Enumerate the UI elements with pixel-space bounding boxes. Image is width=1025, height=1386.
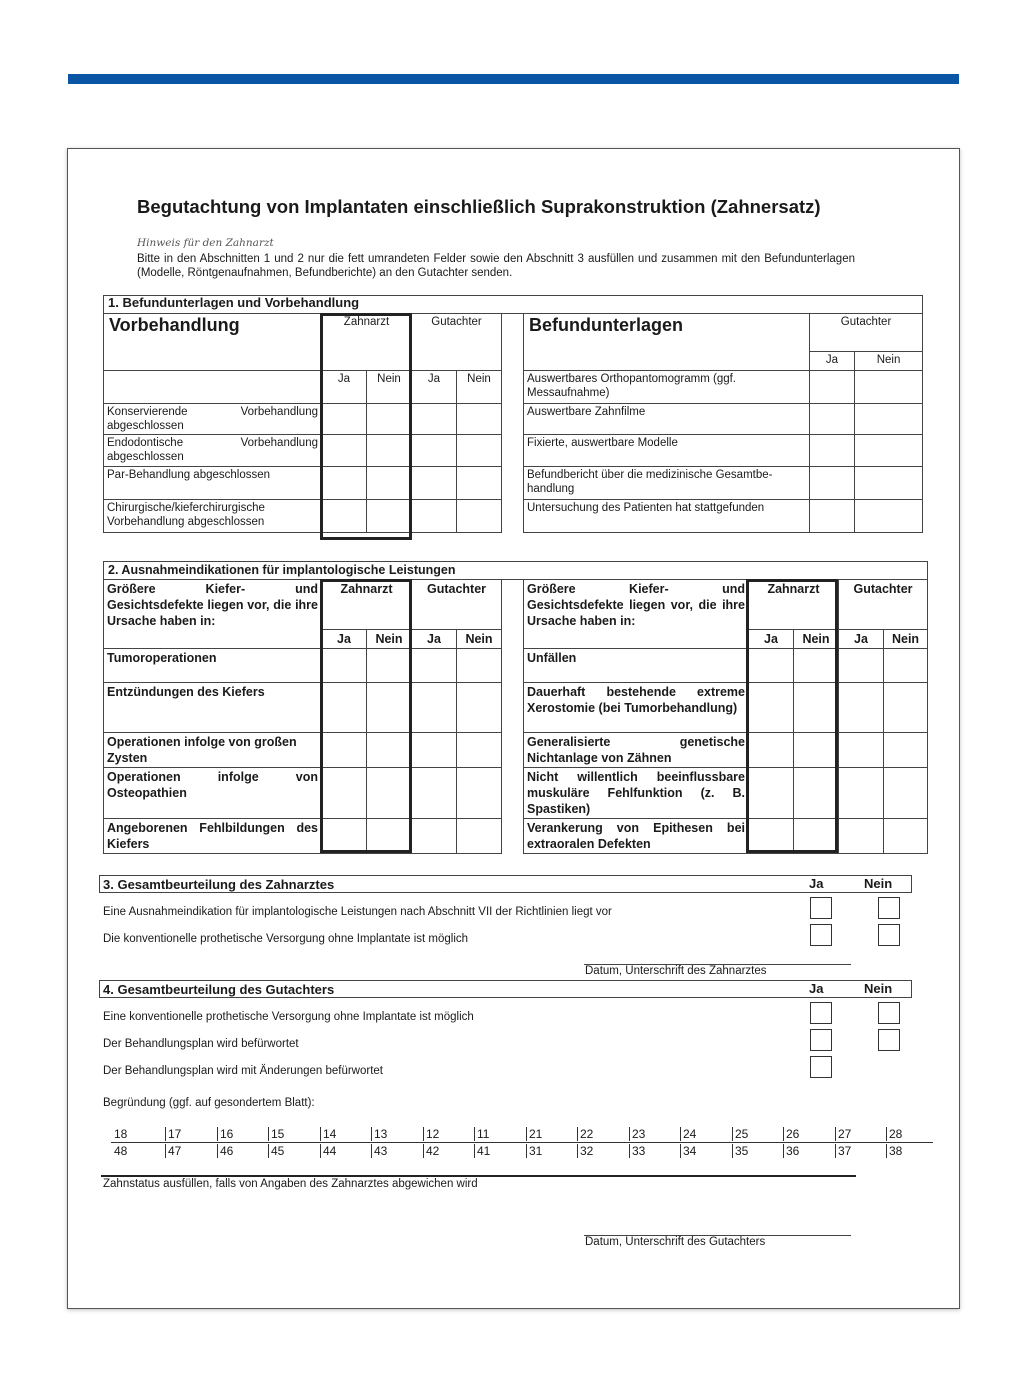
section1-heading: 1. Befundunterlagen und Vorbehandlung [104, 296, 923, 314]
tooth-lower[interactable]: 41 [474, 1144, 517, 1158]
s2-gu-nein: Nein [457, 630, 502, 649]
s2-checkbox[interactable] [412, 733, 457, 768]
tooth-lower[interactable]: 47 [165, 1144, 208, 1158]
tooth-lower[interactable]: 45 [268, 1144, 311, 1158]
tooth-upper[interactable]: 14 [320, 1127, 363, 1141]
tooth-upper[interactable]: 27 [835, 1127, 878, 1141]
tooth-lower[interactable]: 46 [217, 1144, 260, 1158]
s2-gu-ja-right: Ja [839, 630, 884, 649]
tooth-upper[interactable]: 12 [423, 1127, 466, 1141]
s2-checkbox[interactable] [457, 649, 502, 683]
s2-checkbox[interactable] [884, 733, 928, 768]
teeth-status-note: Zahnstatus ausfüllen, falls von Angaben des Zahnarztes abgewichen wird [103, 1178, 478, 1190]
section4-heading: 4. Gesamtbeurteilung des Gutachters [99, 980, 912, 998]
s2-checkbox[interactable] [412, 768, 457, 819]
s2-checkbox[interactable] [412, 819, 457, 854]
tooth-lower[interactable]: 36 [783, 1144, 826, 1158]
s1-za-nein: Nein [367, 371, 412, 404]
s1-checkbox[interactable] [367, 467, 412, 500]
s2-checkbox[interactable] [839, 683, 884, 733]
s1-checkbox[interactable] [810, 371, 855, 404]
s1-right-ja: Ja [810, 352, 855, 371]
s2-za-ja-right: Ja [749, 630, 794, 649]
s1-checkbox[interactable] [322, 435, 367, 467]
s1-col-gutachter: Gutachter [412, 314, 502, 371]
s1-left-row-3: Par-Behandlung abgeschlossen [104, 467, 322, 500]
s1-checkbox[interactable] [322, 467, 367, 500]
section2-heading: 2. Ausnahmeindikationen für implantologische Leistungen [104, 562, 928, 580]
s2-checkbox[interactable] [367, 683, 412, 733]
s2-left-row-1: Tumoroperationen [104, 649, 322, 683]
form-title: Begutachtung von Implantaten einschließlich Suprakonstruktion (Zahnersatz) [137, 196, 821, 217]
form-document [67, 148, 960, 1309]
s1-checkbox[interactable] [810, 467, 855, 500]
header-accent-bar [68, 74, 959, 84]
s1-checkbox[interactable] [855, 371, 923, 404]
s3-ja-label: Ja [809, 876, 824, 891]
s2-za-ja: Ja [322, 630, 367, 649]
s3-q1-ja-checkbox[interactable] [810, 897, 832, 919]
s1-checkbox[interactable] [855, 404, 923, 435]
s4-question-1: Eine konventionelle prothetische Versorgung ohne Implantate ist möglich [103, 1011, 474, 1023]
s1-left-row-4: Chirurgische/kieferchirurgische Vorbehandlung abgeschlossen [104, 500, 322, 533]
s2-checkbox[interactable] [884, 649, 928, 683]
tooth-upper[interactable]: 17 [165, 1127, 208, 1141]
s2-checkbox[interactable] [322, 733, 367, 768]
s4-q2-ja-checkbox[interactable] [810, 1029, 832, 1051]
s2-checkbox[interactable] [884, 819, 928, 854]
s2-checkbox[interactable] [749, 649, 794, 683]
s2-checkbox[interactable] [884, 683, 928, 733]
s1-checkbox[interactable] [367, 500, 412, 533]
tooth-lower[interactable]: 31 [526, 1144, 569, 1158]
s3-q2-ja-checkbox[interactable] [810, 924, 832, 946]
s2-gu-ja: Ja [412, 630, 457, 649]
tooth-upper[interactable]: 24 [680, 1127, 723, 1141]
s2-checkbox[interactable] [367, 733, 412, 768]
vorbehandlung-title: Vorbehandlung [104, 314, 322, 371]
s1-checkbox[interactable] [412, 500, 457, 533]
s4-q1-nein-checkbox[interactable] [878, 1002, 900, 1024]
tooth-lower[interactable]: 44 [320, 1144, 363, 1158]
befundunterlagen-title: Befundunterlagen [524, 314, 810, 371]
teeth-status-line [101, 1175, 856, 1177]
s2-checkbox[interactable] [322, 683, 367, 733]
s1-right-row-4: Befundbericht über die medizinische Gesamtbe-handlung [524, 467, 810, 500]
section3-heading: 3. Gesamtbeurteilung des Zahnarztes [99, 875, 912, 893]
s2-checkbox[interactable] [839, 733, 884, 768]
tooth-upper[interactable]: 25 [732, 1127, 775, 1141]
s2-checkbox[interactable] [367, 649, 412, 683]
tooth-lower[interactable]: 48 [114, 1144, 128, 1158]
s2-checkbox[interactable] [749, 733, 794, 768]
s2-intro-right: Größere Kiefer- und Gesichtsdefekte liegen vor, die ihre Ursache haben in: [524, 580, 749, 649]
s2-checkbox[interactable] [457, 683, 502, 733]
s1-checkbox[interactable] [810, 404, 855, 435]
s3-question-2: Die konventionelle prothetische Versorgung ohne Implantate ist möglich [103, 933, 469, 945]
s2-checkbox[interactable] [322, 768, 367, 819]
s2-checkbox[interactable] [794, 768, 839, 819]
s2-checkbox[interactable] [457, 819, 502, 854]
s2-checkbox[interactable] [749, 768, 794, 819]
s1-checkbox[interactable] [367, 435, 412, 467]
s2-checkbox[interactable] [884, 768, 928, 819]
tooth-lower[interactable]: 38 [886, 1144, 929, 1158]
tooth-lower[interactable]: 43 [371, 1144, 414, 1158]
s1-left-empty [104, 371, 322, 404]
hint-label: Hinweis für den Zahnarzt [137, 237, 274, 249]
s3-q1-nein-checkbox[interactable] [878, 897, 900, 919]
s4-reason-label: Begründung (ggf. auf gesondertem Blatt): [103, 1097, 315, 1109]
s2-gu-nein-right: Nein [884, 630, 928, 649]
s1-checkbox[interactable] [810, 500, 855, 533]
s2-checkbox[interactable] [794, 683, 839, 733]
s4-q3-ja-checkbox[interactable] [810, 1056, 832, 1078]
s3-signature-label: Datum, Unterschrift des Zahnarztes [585, 965, 767, 977]
s2-checkbox[interactable] [794, 819, 839, 854]
tooth-lower[interactable]: 34 [680, 1144, 723, 1158]
s4-q2-nein-checkbox[interactable] [878, 1029, 900, 1051]
s4-ja-label: Ja [809, 981, 824, 996]
s2-checkbox[interactable] [839, 819, 884, 854]
s1-gu-nein: Nein [457, 371, 502, 404]
s2-checkbox[interactable] [412, 683, 457, 733]
s2-right-row-2: Dauerhaft bestehende extreme Xerostomie (bei Tumorbehandlung) [524, 683, 749, 733]
s2-col-gutachter: Gutachter [412, 580, 502, 630]
s2-left-row-3: Operationen infolge von großen Zysten [104, 733, 322, 768]
s1-checkbox[interactable] [457, 404, 502, 435]
s4-nein-label: Nein [864, 981, 893, 996]
s1-checkbox[interactable] [322, 404, 367, 435]
s2-left-row-2: Entzündungen des Kiefers [104, 683, 322, 733]
s2-checkbox[interactable] [367, 768, 412, 819]
s2-col-zahnarzt: Zahnarzt [322, 580, 412, 630]
s4-q1-ja-checkbox[interactable] [810, 1002, 832, 1024]
s2-left-row-5: Angeborenen Fehlbildungen des Kiefers [104, 819, 322, 854]
s1-checkbox[interactable] [457, 467, 502, 500]
s3-nein-label: Nein [864, 876, 893, 891]
tooth-upper[interactable]: 23 [629, 1127, 672, 1141]
s1-right-row-2: Auswertbare Zahnfilme [524, 404, 810, 435]
s1-left-row-1: Konservierende Vorbehandlung abgeschlossen [104, 404, 322, 435]
tooth-upper[interactable]: 11 [474, 1127, 517, 1141]
s1-col-gutachter-right: Gutachter [810, 314, 923, 352]
tooth-upper[interactable]: 16 [217, 1127, 260, 1141]
s2-checkbox[interactable] [457, 768, 502, 819]
s1-checkbox[interactable] [457, 500, 502, 533]
tooth-upper[interactable]: 18 [114, 1127, 128, 1141]
s2-right-row-4: Nicht willentlich beeinflussbare muskuläre Fehlfunktion (z. B. Spastiken) [524, 768, 749, 819]
s2-checkbox[interactable] [749, 819, 794, 854]
s2-checkbox[interactable] [322, 649, 367, 683]
hint-text: Bitte in den Abschnitten 1 und 2 nur die fett umrandeten Felder sowie den Abschnitt 3 ausfüllen und zusammen mit den Befundunterlagen (Modelle, Röntgenaufnahmen, Befundberichte) an den Gutachter senden. [137, 253, 855, 279]
s4-question-3: Der Behandlungsplan wird mit Änderungen befürwortet [103, 1065, 383, 1077]
s2-checkbox[interactable] [794, 733, 839, 768]
s2-right-row-5: Verankerung von Epithesen bei extraoralen Defekten [524, 819, 749, 854]
s2-checkbox[interactable] [367, 819, 412, 854]
s1-checkbox[interactable] [855, 435, 923, 467]
s1-checkbox[interactable] [855, 500, 923, 533]
s1-col-zahnarzt: Zahnarzt [322, 314, 412, 371]
s1-gu-ja: Ja [412, 371, 457, 404]
s2-intro-left: Größere Kiefer- und Gesichtsdefekte liegen vor, die ihre Ursache haben in: [104, 580, 322, 649]
s2-checkbox[interactable] [412, 649, 457, 683]
s3-question-1: Eine Ausnahmeindikation für implantologische Leistungen nach Abschnitt VII der Richtlinien liegt vor [103, 906, 612, 918]
s1-right-nein: Nein [855, 352, 923, 371]
tooth-lower[interactable]: 37 [835, 1144, 878, 1158]
s1-checkbox[interactable] [367, 404, 412, 435]
s2-checkbox[interactable] [749, 683, 794, 733]
s1-checkbox[interactable] [412, 467, 457, 500]
s2-col-zahnarzt-right: Zahnarzt [749, 580, 839, 630]
s4-signature-label: Datum, Unterschrift des Gutachters [585, 1236, 766, 1248]
s2-checkbox[interactable] [839, 649, 884, 683]
s2-col-gutachter-right: Gutachter [839, 580, 928, 630]
s1-za-ja: Ja [322, 371, 367, 404]
tooth-lower[interactable]: 42 [423, 1144, 466, 1158]
s1-right-row-3: Fixierte, auswertbare Modelle [524, 435, 810, 467]
s1-gap [502, 314, 524, 371]
s2-left-row-4: Operationen infolge von Osteopathien [104, 768, 322, 819]
s1-checkbox[interactable] [810, 435, 855, 467]
s2-za-nein: Nein [367, 630, 412, 649]
tooth-upper[interactable]: 26 [783, 1127, 826, 1141]
section1-table [103, 295, 923, 533]
s2-checkbox[interactable] [794, 649, 839, 683]
tooth-upper[interactable]: 15 [268, 1127, 311, 1141]
s1-checkbox[interactable] [457, 435, 502, 467]
s2-checkbox[interactable] [322, 819, 367, 854]
s1-right-row-1: Auswertbares Orthopantomogramm (ggf. Messaufnahme) [524, 371, 810, 404]
tooth-upper[interactable]: 28 [886, 1127, 929, 1141]
tooth-lower[interactable]: 35 [732, 1144, 775, 1158]
s1-checkbox[interactable] [412, 404, 457, 435]
s2-checkbox[interactable] [457, 733, 502, 768]
s4-question-2: Der Behandlungsplan wird befürwortet [103, 1038, 299, 1050]
tooth-upper[interactable]: 21 [526, 1127, 569, 1141]
tooth-upper[interactable]: 13 [371, 1127, 414, 1141]
s1-checkbox[interactable] [322, 500, 367, 533]
teeth-divider-line [111, 1142, 933, 1143]
tooth-lower[interactable]: 32 [577, 1144, 620, 1158]
s2-checkbox[interactable] [839, 768, 884, 819]
s3-q2-nein-checkbox[interactable] [878, 924, 900, 946]
tooth-upper[interactable]: 22 [577, 1127, 620, 1141]
s1-right-row-5: Untersuchung des Patienten hat stattgefunden [524, 500, 810, 533]
s2-right-row-3: Generalisierte genetische Nichtanlage von Zähnen [524, 733, 749, 768]
s1-left-row-2: Endodontische Vorbehandlung abgeschlossen [104, 435, 322, 467]
s1-checkbox[interactable] [855, 467, 923, 500]
s2-right-row-1: Unfällen [524, 649, 749, 683]
s1-checkbox[interactable] [412, 435, 457, 467]
tooth-lower[interactable]: 33 [629, 1144, 672, 1158]
s2-za-nein-right: Nein [794, 630, 839, 649]
section2-table [103, 561, 928, 854]
